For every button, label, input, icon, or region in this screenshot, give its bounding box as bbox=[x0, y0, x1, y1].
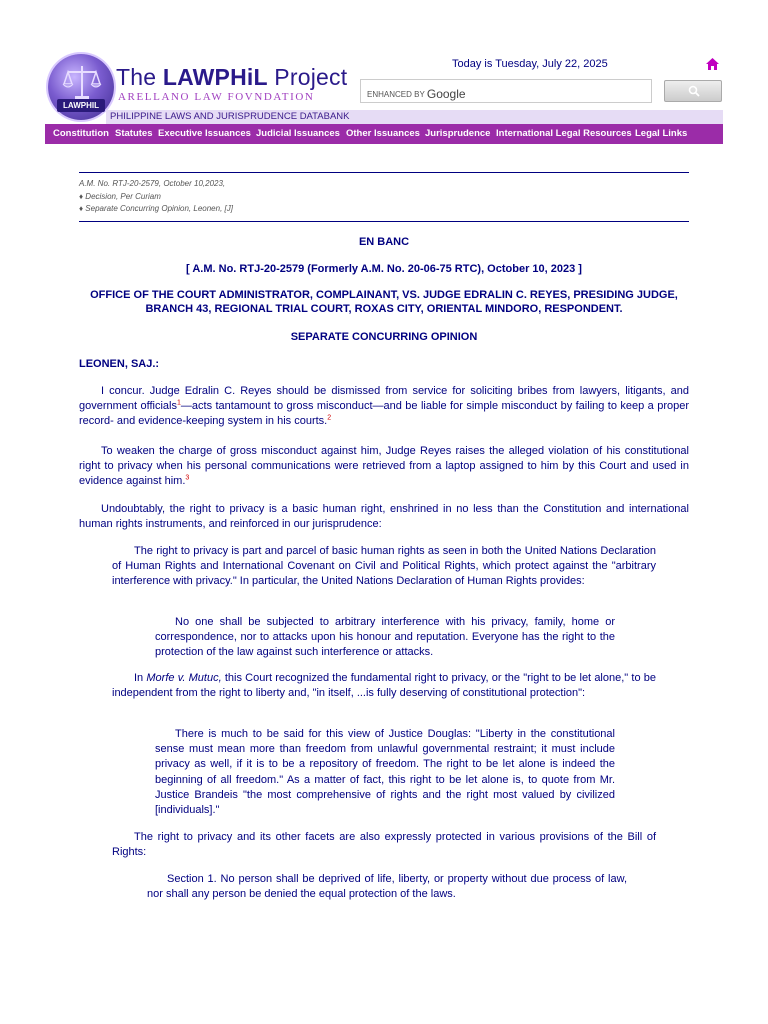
nav-legal-links[interactable]: Legal Links bbox=[635, 128, 688, 139]
scales-of-justice-icon bbox=[60, 62, 104, 102]
footnote-1-link[interactable]: 1 bbox=[177, 399, 181, 407]
case-number: [ A.M. No. RTJ-20-2579 (Formerly A.M. No. 20-06-75 RTC), October 10, 2023 ] bbox=[186, 263, 582, 275]
search-branding bbox=[367, 86, 466, 100]
paragraph-2-text: To weaken the charge of gross misconduct against him, Judge Reyes raises the alleged violation of his constitutional right to privacy when his personal communications were retrieved from a laptop assigned to him by this Court and used in evidence against him. bbox=[79, 445, 689, 488]
brand-project: Project bbox=[267, 64, 348, 90]
site-header bbox=[0, 0, 768, 145]
today-date: Today is Tuesday, July 22, 2025 bbox=[452, 58, 608, 70]
main-nav bbox=[45, 124, 723, 144]
nav-constitution[interactable]: Constitution bbox=[53, 128, 109, 139]
divider-top bbox=[79, 172, 689, 173]
google-label: Google bbox=[426, 87, 466, 101]
search-button[interactable] bbox=[664, 80, 722, 102]
nav-international-legal-resources[interactable]: International Legal Resources bbox=[496, 128, 632, 139]
block-quote-4: There is much to be said for this view of Justice Douglas: "Liberty in the constitutional sense must mean more than freedom from unlawful governmental restraint; it must include privacy as well, if it is to be a repository of freedom. The right to be let alone is indeed the beginning of all freedom." As a matter of fact, this right to be let alone is, to quote from Mr. Justice Brandeis "the most comprehensive of rights and the right most valued by civilized [individuals]." bbox=[155, 728, 615, 817]
case-citation-morfe: Morfe v. Mutuc, bbox=[146, 672, 222, 684]
paragraph-1-text-a: I concur. Judge Edralin C. Reyes should be dismissed from service for soliciting bribes from lawyers, litigants, and government officials bbox=[79, 385, 689, 413]
meta-opinion-link[interactable]: ♦ Separate Concurring Opinion, Leonen, [J] bbox=[79, 204, 233, 213]
meta-decision-link[interactable]: ♦ Decision, Per Curiam bbox=[79, 192, 161, 201]
nav-other-issuances[interactable]: Other Issuances bbox=[346, 128, 420, 139]
case-parties: OFFICE OF THE COURT ADMINISTRATOR, COMPLAINANT, VS. JUDGE EDRALIN C. REYES, PRESIDING JUDGE, BRANCH 43, REGIONAL TRIAL COURT, ROXAS CITY, ORIENTAL MINDORO, RESPONDENT. bbox=[90, 289, 678, 315]
block-quote-1: The right to privacy is part and parcel of basic human rights as seen in both the United Nations Declaration of Human Rights and International Covenant on Civil and Political Rights, which protect against the "arbitrary interference with privacy." In particular, the United Nations Declaration of Human Rights provides: bbox=[112, 545, 656, 588]
meta-case-line: A.M. No. RTJ-20-2579, October 10,2023, bbox=[79, 179, 226, 188]
brand-title[interactable] bbox=[116, 64, 347, 91]
nav-statutes[interactable]: Statutes bbox=[115, 128, 153, 139]
paragraph-3: Undoubtably, the right to privacy is a basic human right, enshrined in no less than the Constitution and international human rights instruments, and reinforced in our jurisprudence: bbox=[79, 503, 689, 531]
paragraph-1-text-b: —acts tantamount to gross misconduct—and be liable for simple misconduct by failing to keep a proper record- and evidence-keeping system in his courts. bbox=[79, 400, 690, 428]
footnote-2-link[interactable]: 2 bbox=[327, 414, 332, 422]
logo-badge: LAWPHIL bbox=[57, 99, 105, 112]
search-icon bbox=[688, 85, 700, 97]
paragraph-2 bbox=[79, 444, 689, 490]
search-enhanced-label: ENHANCED BY bbox=[367, 90, 427, 99]
opinion-type: SEPARATE CONCURRING OPINION bbox=[290, 331, 478, 343]
nav-executive-issuances[interactable]: Executive Issuances bbox=[158, 128, 251, 139]
brand-lawphil: LAWPHiL bbox=[162, 64, 268, 90]
search-input[interactable] bbox=[360, 79, 652, 103]
brand-the: The bbox=[116, 64, 163, 90]
quote-3-text-b: this Court recognized the fundamental right to privacy, or the "right to be let alone," to be independent from the right to liberty and, "in itself, ...is fully deserving of constitutional protection": bbox=[112, 672, 656, 700]
en-banc-heading: EN BANC bbox=[358, 236, 410, 248]
nav-jurisprudence[interactable]: Jurisprudence bbox=[425, 128, 491, 139]
divider-bottom bbox=[79, 221, 689, 222]
nav-judicial-issuances[interactable]: Judicial Issuances bbox=[256, 128, 340, 139]
paragraph-1 bbox=[79, 384, 689, 430]
footnote-3-link[interactable]: 3 bbox=[185, 474, 190, 482]
databank-label: PHILIPPINE LAWS AND JURISPRUDENCE DATABANK bbox=[110, 111, 350, 122]
opinion-author: LEONEN, SAJ.: bbox=[79, 358, 160, 370]
block-quote-6: Section 1. No person shall be deprived of life, liberty, or property without due process of law, nor shall any person be denied the equal protection of the laws. bbox=[147, 873, 627, 901]
brand-subtitle: ARELLANO LAW FOVNDATION bbox=[118, 91, 315, 103]
block-quote-3 bbox=[112, 671, 656, 701]
block-quote-2: No one shall be subjected to arbitrary interference with his privacy, family, home or correspondence, nor to attacks upon his honour and reputation. Everyone has the right to the protection of the law against such interference or attacks. bbox=[155, 616, 615, 659]
block-quote-5: The right to privacy and its other facets are also expressly protected in various provisions of the Bill of Rights: bbox=[112, 831, 656, 859]
quote-3-text-a: In bbox=[134, 672, 147, 684]
home-icon[interactable] bbox=[705, 57, 720, 71]
